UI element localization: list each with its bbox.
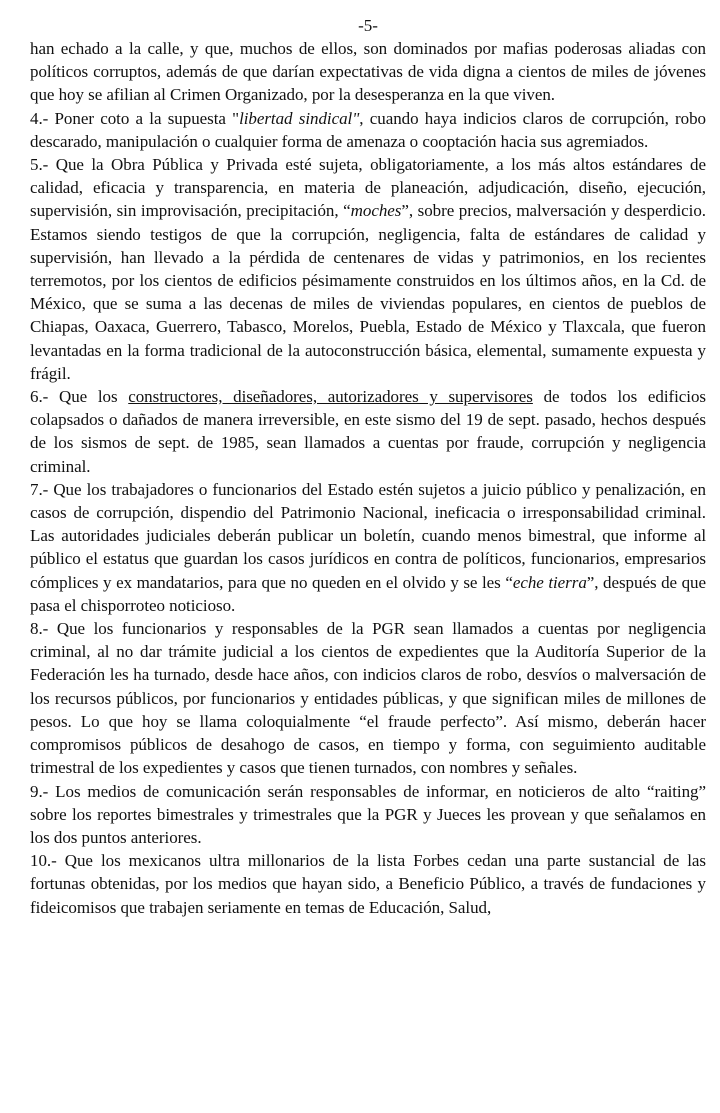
text-run: , cuando haya indicios claros de corrupción, robo descarado, manipulación o cualquier forma de amenaza o cooptación hacia sus agremiados. xyxy=(30,108,707,151)
document-page xyxy=(30,14,706,919)
text-run: 4.- Poner coto a la supuesta " xyxy=(30,108,240,128)
paragraph xyxy=(30,107,706,153)
text-run: 8.- Que los funcionarios y responsables de la PGR sean llamados a cuentas por negligencia criminal, al no dar trámite judicial a los cientos de expedientes que la Auditoría Superior de la Federación les ha turnado, desde hace años, con indicios claros de robo, desvíos o malversación de los recursos públicos, por funcionarios y entidades públicas, y que significan miles de millones de pesos. Lo que hoy se llama coloquialmente “el fraude perfecto”. Así mismo, deberán hacer compromisos públicos de desahogo de casos, en tiempo y forma, con seguimiento auditable trimestral de los expedientes y casos que tienen turnados, con nombres y señales. xyxy=(30,619,706,778)
paragraph xyxy=(30,780,706,850)
document-body xyxy=(30,37,706,919)
text-run: ”, después de que pasa el chisporroteo noticioso. xyxy=(30,572,707,615)
text-run: 9.- Los medios de comunicación serán responsables de informar, en noticieros de alto “raiting” sobre los reportes bimestrales y trimestrales que la PGR y Jueces les provean y que señalamos en los dos puntos anteriores. xyxy=(30,781,706,847)
text-run: 10.- Que los mexicanos ultra millonarios de la lista Forbes cedan una parte sustancial de las fortunas obtenidas, por los medios que hayan sido, a Beneficio Público, a través de fundaciones y fideicomisos que trabajen seriamente en temas de Educación, Salud, xyxy=(30,851,706,917)
paragraph xyxy=(30,153,706,385)
paragraph xyxy=(30,849,706,919)
italic-text: eche tierra xyxy=(512,572,587,592)
paragraph xyxy=(30,478,706,617)
italic-text: moches xyxy=(350,201,402,221)
paragraph xyxy=(30,385,706,478)
text-run: de todos los edificios colapsados o dañados de manera irreversible, en este sismo del 19 de sept. pasado, hechos después de los sismos de sept. de 1985, sean llamados a cuentas por fraude, corrupción y negligencia criminal. xyxy=(30,387,706,476)
text-run: ”, sobre precios, malversación y desperdicio. Estamos siendo testigos de que la corrupción, negligencia, falta de estándares de calidad y supervisión, han llevado a la pérdida de centenares de vidas y patrimonios, en los recientes terremotos, por los cientos de edificios pésimamente construidos en los últimos años, en la Cd. de México, que se suma a las decenas de miles de viviendas populares, en cientos de pueblos de Chiapas, Oaxaca, Guerrero, Tabasco, Morelos, Puebla, Estado de México y Tlaxcala, que fueron levantadas en la forma tradicional de la autoconstrucción básica, elemental, sumamente expuesta y frágil. xyxy=(30,201,706,383)
text-run: 5.- Que la Obra Pública y Privada esté sujeta, obligatoriamente, a los más altos estándares de calidad, eficacia y transparencia, en materia de planeación, adjudicación, diseño, ejecución, supervisión, sin improvisación, precipitación, “ xyxy=(30,155,706,221)
underline-text: constructores, diseñadores, autorizadores y supervisores xyxy=(128,387,533,407)
page-number: -5- xyxy=(358,16,378,35)
paragraph xyxy=(30,37,706,107)
text-run: 7.- Que los trabajadores o funcionarios del Estado estén sujetos a juicio público y penalización, en casos de corrupción, dispendio del Patrimonio Nacional, ineficacia o irresponsabilidad criminal. Las autoridades judiciales deberán publicar un boletín, cuando menos bimestral, que informe al público el estatus que guardan los casos jurídicos en contra de políticos, funcionarios, empresarios cómplices y ex mandatarios, para que no queden en el olvido y se les “ xyxy=(30,479,706,592)
paragraph xyxy=(30,617,706,779)
text-run: 6.- Que los xyxy=(30,387,129,407)
italic-text: libertad sindical" xyxy=(239,108,360,128)
text-run: han echado a la calle, y que, muchos de ellos, son dominados por mafias poderosas aliadas con políticos corruptos, además de que darían expectativas de vida digna a cientos de miles de jóvenes que hoy se afilian al Crimen Organizado, por la desesperanza en la que viven. xyxy=(30,39,706,105)
